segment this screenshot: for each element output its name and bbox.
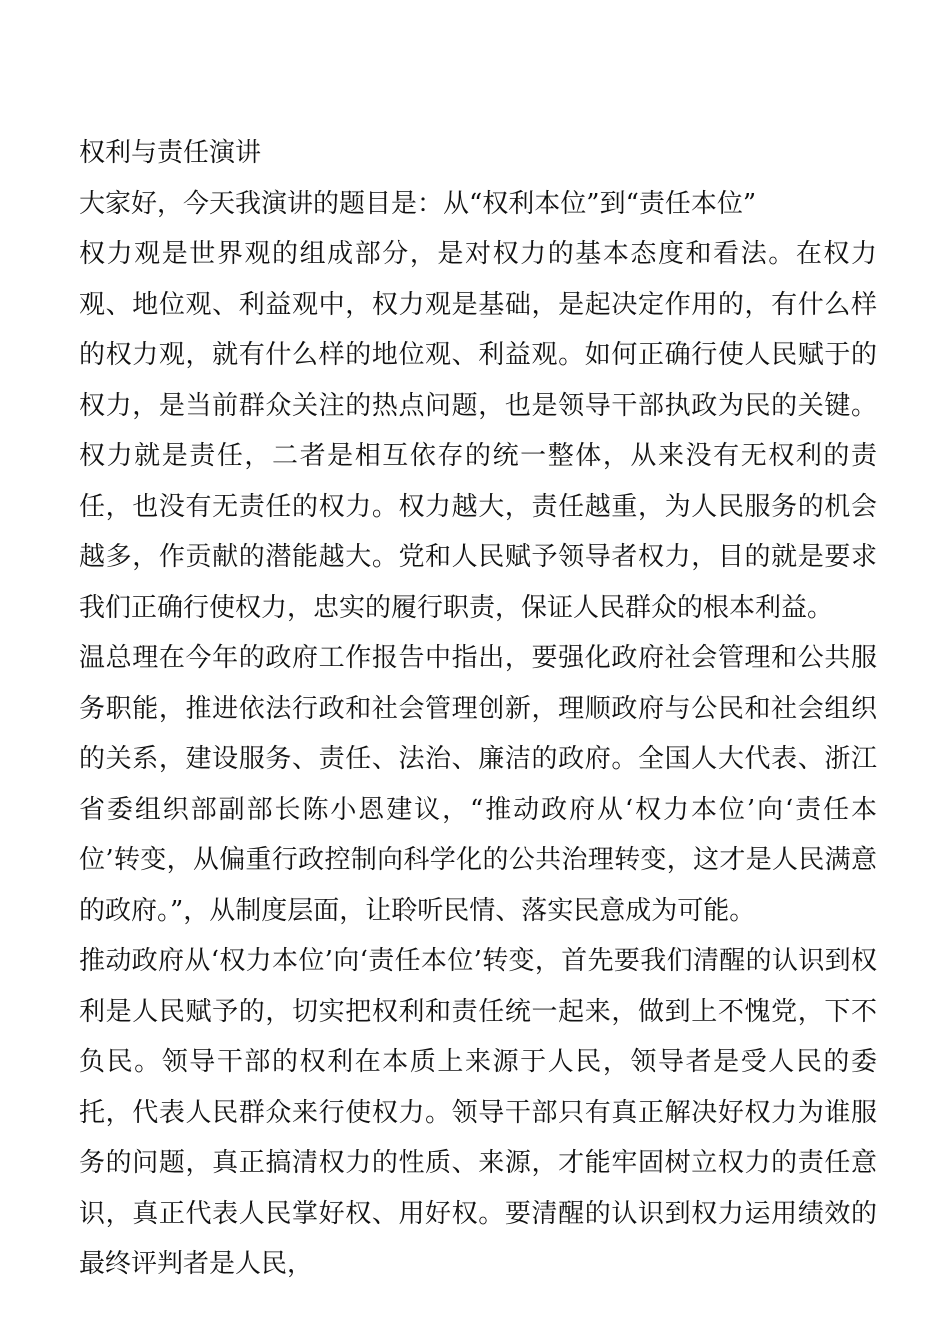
paragraph-power-view: 权力观是世界观的组成部分，是对权力的基本态度和看法。在权力观、地位观、利益观中，权力观是基础，是起决定作用的，有什么样的权力观，就有什么样的地位观、利益观。如何正确行使人民赋于的权力，是当前群众关注的热点问题，也是领导干部执政为民的关键。权力就是责任，二者是相互依存的统一整体，从来没有无权利的责任，也没有无责任的权力。权力越大，责任越重，为人民服务的机会越多，作贡献的潜能越大。党和人民赋予领导者权力，目的就是要求我们正确行使权力，忠实的履行职责，保证人民群众的根本利益。 [79,239,877,623]
document-body [79,128,877,1290]
paragraph-government-report: 温总理在今年的政府工作报告中指出，要强化政府社会管理和公共服务职能，推进依法行政和社会管理创新，理顺政府与公民和社会组织的关系，建设服务、责任、法治、廉洁的政府。全国人大代表、浙江省委组织部副部长陈小恩建议，“推动政府从‘权力本位’向‘责任本位’转变，从偏重行政控制向科学化的公共治理转变，这才是人民满意的政府。”，从制度层面，让聆听民情、落实民意成为可能。 [79,643,877,926]
document-title: 权利与责任演讲 [79,138,262,168]
paragraph-greeting: 大家好，今天我演讲的题目是：从“权利本位”到“责任本位” [79,188,757,219]
paragraph-responsibility-shift: 推动政府从‘权力本位’向‘责任本位’转变，首先要我们清醒的认识到权利是人民赋予的，切实把权利和责任统一起来，做到上不愧党，下不负民。领导干部的权利在本质上来源于人民，领导者是受人民的委托，代表人民群众来行使权力。领导干部只有真正解决好权力为谁服务的问题，真正搞清权力的性质、来源，才能牢固树立权力的责任意识，真正代表人民掌好权、用好权。要清醒的认识到权力运用绩效的最终评判者是人民， [79,946,877,1279]
